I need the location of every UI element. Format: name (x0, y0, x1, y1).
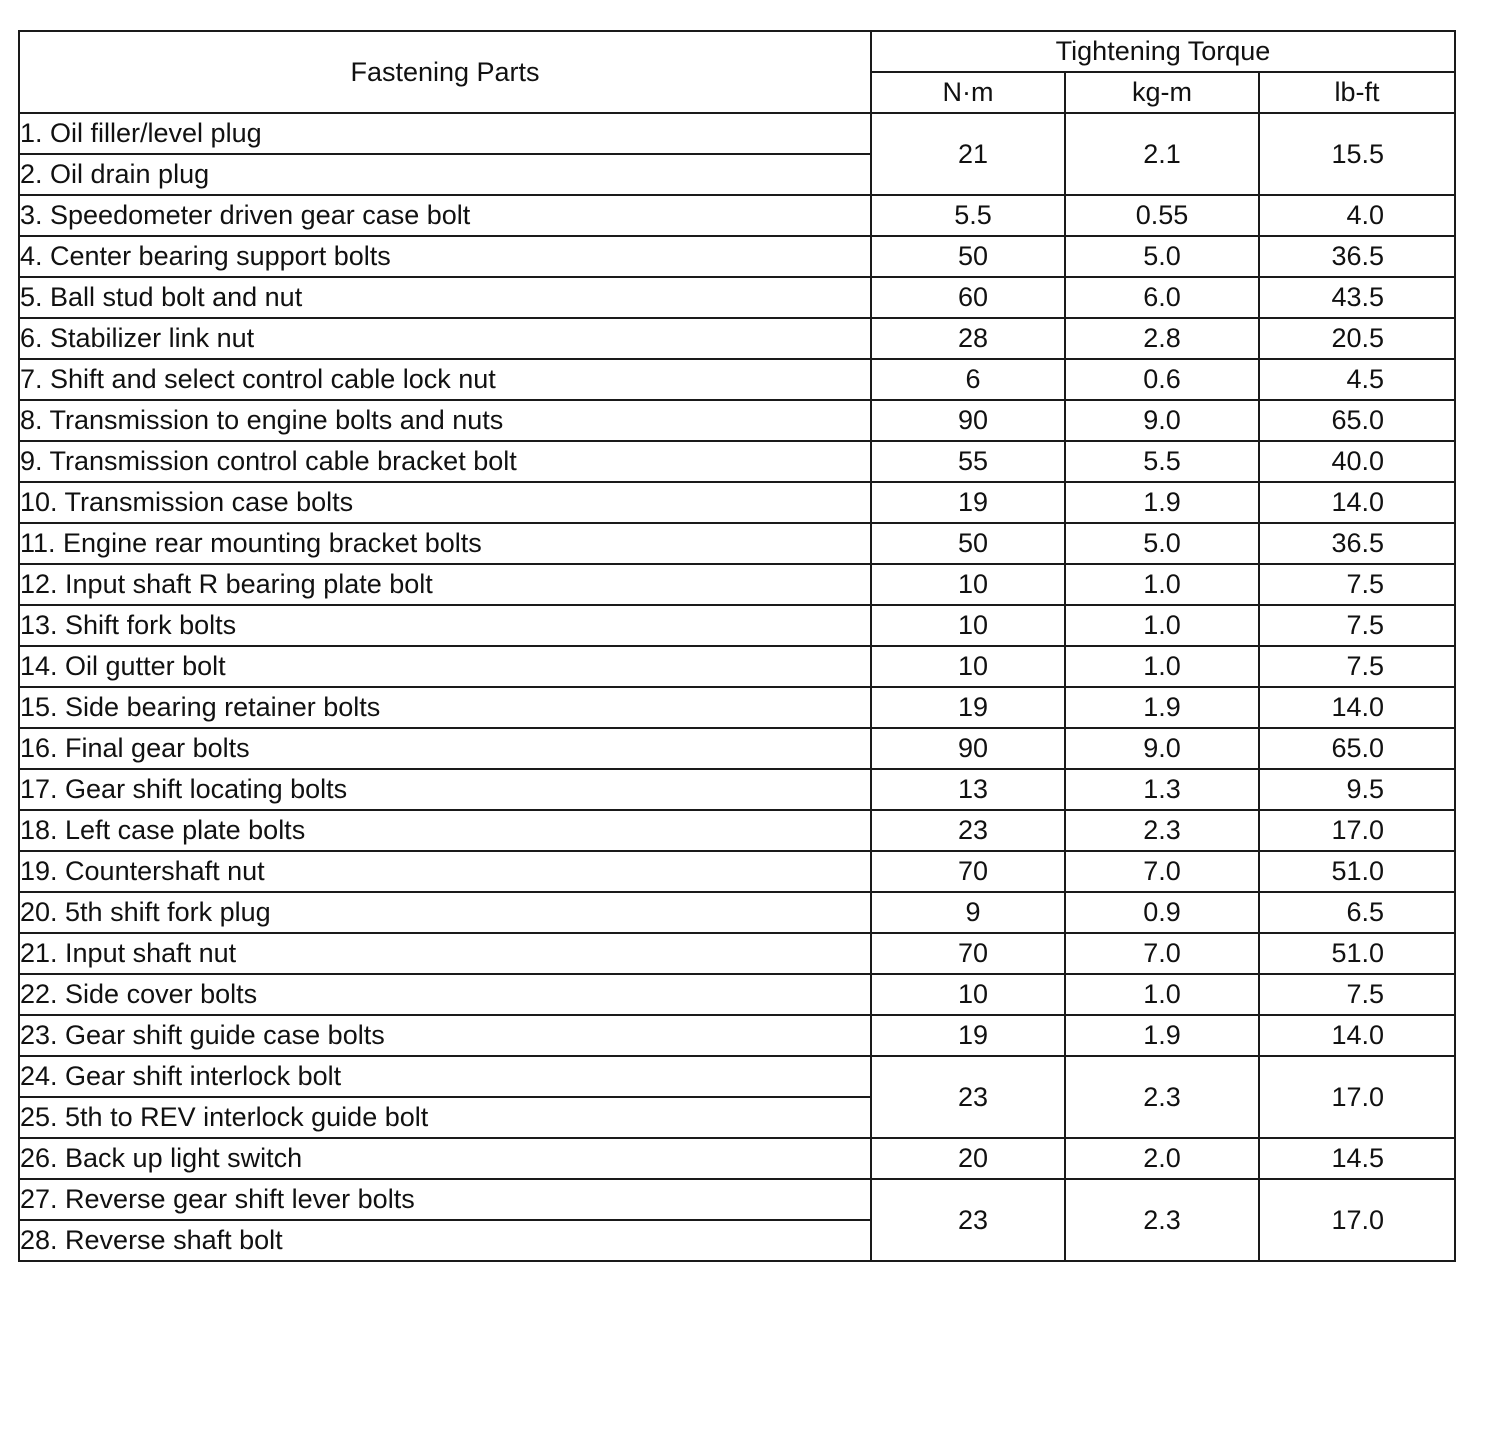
torque-nm-value: 19 (871, 1015, 1065, 1056)
torque-nm-value: 10 (871, 974, 1065, 1015)
torque-lbft-value: 9.5 (1259, 769, 1455, 810)
torque-nm-value: 50 (871, 523, 1065, 564)
fastening-part-name: 11. Engine rear mounting bracket bolts (19, 523, 871, 564)
table-row (19, 195, 1455, 236)
torque-nm-value: 23 (871, 810, 1065, 851)
table-row (19, 523, 1455, 564)
torque-nm-value: 21 (871, 113, 1065, 195)
torque-lbft-value: 17.0 (1259, 1056, 1455, 1138)
torque-kgm-value: 0.55 (1065, 195, 1259, 236)
table-row (19, 769, 1455, 810)
torque-nm-value: 90 (871, 400, 1065, 441)
torque-nm-value: 70 (871, 933, 1065, 974)
fastening-part-name: 20. 5th shift fork plug (19, 892, 871, 933)
torque-lbft-value: 4.0 (1259, 195, 1455, 236)
fastening-part-name: 19. Countershaft nut (19, 851, 871, 892)
torque-spec-table (18, 30, 1456, 1262)
torque-lbft-value: 36.5 (1259, 523, 1455, 564)
table-row (19, 605, 1455, 646)
table-row (19, 728, 1455, 769)
fastening-part-name: 24. Gear shift interlock bolt (19, 1056, 871, 1097)
table-row (19, 892, 1455, 933)
torque-kgm-value: 7.0 (1065, 851, 1259, 892)
torque-nm-value: 23 (871, 1056, 1065, 1138)
table-row (19, 687, 1455, 728)
torque-nm-value: 10 (871, 564, 1065, 605)
torque-nm-value: 60 (871, 277, 1065, 318)
torque-kgm-value: 1.0 (1065, 605, 1259, 646)
torque-lbft-value: 51.0 (1259, 851, 1455, 892)
torque-nm-value: 50 (871, 236, 1065, 277)
torque-nm-value: 55 (871, 441, 1065, 482)
torque-nm-value: 6 (871, 359, 1065, 400)
torque-lbft-value: 43.5 (1259, 277, 1455, 318)
fastening-parts-header: Fastening Parts (19, 31, 871, 113)
torque-kgm-value: 0.6 (1065, 359, 1259, 400)
fastening-part-name: 21. Input shaft nut (19, 933, 871, 974)
torque-lbft-value: 14.0 (1259, 687, 1455, 728)
torque-kgm-value: 2.3 (1065, 1056, 1259, 1138)
fastening-part-name: 25. 5th to REV interlock guide bolt (19, 1097, 871, 1138)
torque-nm-value: 23 (871, 1179, 1065, 1261)
torque-kgm-value: 2.3 (1065, 810, 1259, 851)
torque-kgm-value: 1.9 (1065, 482, 1259, 523)
torque-kgm-value: 2.1 (1065, 113, 1259, 195)
torque-kgm-value: 2.8 (1065, 318, 1259, 359)
torque-kgm-value: 2.3 (1065, 1179, 1259, 1261)
torque-nm-value: 10 (871, 646, 1065, 687)
fastening-part-name: 16. Final gear bolts (19, 728, 871, 769)
torque-lbft-value: 4.5 (1259, 359, 1455, 400)
fastening-part-name: 17. Gear shift locating bolts (19, 769, 871, 810)
table-row (19, 400, 1455, 441)
torque-lbft-value: 65.0 (1259, 728, 1455, 769)
torque-nm-value: 13 (871, 769, 1065, 810)
table-row (19, 482, 1455, 523)
torque-lbft-value: 7.5 (1259, 605, 1455, 646)
torque-lbft-value: 17.0 (1259, 1179, 1455, 1261)
torque-kgm-value: 0.9 (1065, 892, 1259, 933)
torque-lbft-value: 14.5 (1259, 1138, 1455, 1179)
fastening-part-name: 5. Ball stud bolt and nut (19, 277, 871, 318)
torque-kgm-value: 1.0 (1065, 974, 1259, 1015)
torque-kgm-value: 9.0 (1065, 400, 1259, 441)
fastening-part-name: 9. Transmission control cable bracket bolt (19, 441, 871, 482)
table-row (19, 277, 1455, 318)
table-row (19, 851, 1455, 892)
table-row (19, 318, 1455, 359)
fastening-part-name: 22. Side cover bolts (19, 974, 871, 1015)
torque-nm-value: 19 (871, 687, 1065, 728)
table-row (19, 1056, 1455, 1097)
fastening-part-name: 3. Speedometer driven gear case bolt (19, 195, 871, 236)
fastening-part-name: 28. Reverse shaft bolt (19, 1220, 871, 1261)
table-body (19, 113, 1455, 1261)
torque-nm-value: 20 (871, 1138, 1065, 1179)
torque-lbft-value: 7.5 (1259, 646, 1455, 687)
torque-kgm-value: 1.9 (1065, 687, 1259, 728)
table-row (19, 1179, 1455, 1220)
torque-kgm-value: 2.0 (1065, 1138, 1259, 1179)
torque-kgm-value: 5.0 (1065, 523, 1259, 564)
torque-lbft-value: 7.5 (1259, 974, 1455, 1015)
table-row (19, 646, 1455, 687)
table-row (19, 113, 1455, 154)
unit-header-lbft: lb-ft (1259, 72, 1455, 113)
fastening-part-name: 26. Back up light switch (19, 1138, 871, 1179)
table-row (19, 564, 1455, 605)
table-row (19, 359, 1455, 400)
torque-lbft-value: 17.0 (1259, 810, 1455, 851)
torque-lbft-value: 40.0 (1259, 441, 1455, 482)
fastening-part-name: 7. Shift and select control cable lock nut (19, 359, 871, 400)
table-header (19, 31, 1455, 113)
torque-lbft-value: 6.5 (1259, 892, 1455, 933)
table-row (19, 974, 1455, 1015)
fastening-part-name: 6. Stabilizer link nut (19, 318, 871, 359)
fastening-part-name: 23. Gear shift guide case bolts (19, 1015, 871, 1056)
torque-lbft-value: 7.5 (1259, 564, 1455, 605)
torque-nm-value: 10 (871, 605, 1065, 646)
fastening-part-name: 18. Left case plate bolts (19, 810, 871, 851)
table-row (19, 933, 1455, 974)
torque-lbft-value: 65.0 (1259, 400, 1455, 441)
fastening-part-name: 10. Transmission case bolts (19, 482, 871, 523)
fastening-part-name: 1. Oil filler/level plug (19, 113, 871, 154)
table-row (19, 1015, 1455, 1056)
torque-kgm-value: 6.0 (1065, 277, 1259, 318)
tightening-torque-header: Tightening Torque (871, 31, 1455, 72)
torque-nm-value: 19 (871, 482, 1065, 523)
fastening-part-name: 14. Oil gutter bolt (19, 646, 871, 687)
torque-kgm-value: 1.0 (1065, 646, 1259, 687)
torque-kgm-value: 5.0 (1065, 236, 1259, 277)
table-row (19, 810, 1455, 851)
torque-kgm-value: 1.0 (1065, 564, 1259, 605)
torque-kgm-value: 1.9 (1065, 1015, 1259, 1056)
fastening-part-name: 13. Shift fork bolts (19, 605, 871, 646)
fastening-part-name: 12. Input shaft R bearing plate bolt (19, 564, 871, 605)
torque-lbft-value: 14.0 (1259, 482, 1455, 523)
torque-nm-value: 5.5 (871, 195, 1065, 236)
torque-lbft-value: 20.5 (1259, 318, 1455, 359)
fastening-part-name: 4. Center bearing support bolts (19, 236, 871, 277)
unit-header-nm: N·m (871, 72, 1065, 113)
fastening-part-name: 27. Reverse gear shift lever bolts (19, 1179, 871, 1220)
torque-kgm-value: 9.0 (1065, 728, 1259, 769)
fastening-part-name: 2. Oil drain plug (19, 154, 871, 195)
fastening-part-name: 8. Transmission to engine bolts and nuts (19, 400, 871, 441)
torque-kgm-value: 5.5 (1065, 441, 1259, 482)
torque-kgm-value: 1.3 (1065, 769, 1259, 810)
unit-header-kgm: kg-m (1065, 72, 1259, 113)
table-row (19, 441, 1455, 482)
torque-nm-value: 90 (871, 728, 1065, 769)
torque-lbft-value: 15.5 (1259, 113, 1455, 195)
torque-lbft-value: 51.0 (1259, 933, 1455, 974)
torque-lbft-value: 36.5 (1259, 236, 1455, 277)
torque-kgm-value: 7.0 (1065, 933, 1259, 974)
torque-lbft-value: 14.0 (1259, 1015, 1455, 1056)
torque-nm-value: 70 (871, 851, 1065, 892)
torque-nm-value: 28 (871, 318, 1065, 359)
torque-nm-value: 9 (871, 892, 1065, 933)
fastening-part-name: 15. Side bearing retainer bolts (19, 687, 871, 728)
table-row (19, 1138, 1455, 1179)
table-row (19, 236, 1455, 277)
